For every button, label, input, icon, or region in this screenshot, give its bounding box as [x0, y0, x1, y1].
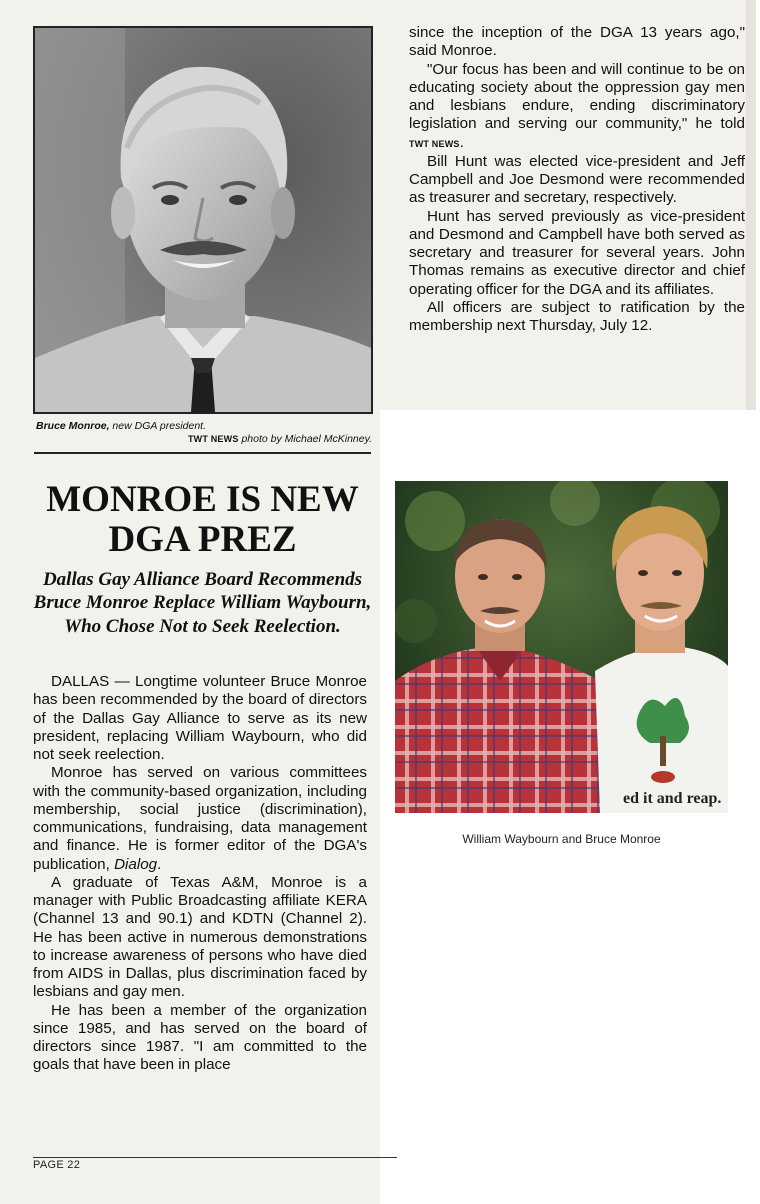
paragraph	[409, 61, 745, 153]
paragraph: since the inception of the DGA 13 years ago," said Monroe.	[409, 24, 745, 60]
paragraph-end: .	[459, 133, 464, 151]
monroe-portrait-photo	[33, 26, 373, 414]
footer-rule	[33, 1157, 397, 1158]
paragraph: A graduate of Texas A&M, Monroe is a manager with Public Broadcasting affiliate KERA (Channel 13 and 90.1) and KDTN (Channel 2). He has been active in numerous demonstrations to increase awareness of persons who have died from AIDS in Dallas, plus discrimination faced by lesbians and gay men.	[33, 873, 367, 1001]
article-right-column	[409, 24, 745, 335]
page-number: PAGE 22	[33, 1159, 81, 1171]
paragraph: Hunt has served previously as vice-president and Desmond and Campbell have both served as secretary and treasurer for several years. John Thomas remains as executive director and chief operating officer for the DGA and its affiliates.	[409, 207, 745, 298]
article-deck: Dallas Gay Alliance Board Recommends Bruce Monroe Replace William Waybourn, Who Chose Not to Seek Reelection.	[33, 569, 372, 637]
caption-subject-role: new DGA president.	[109, 420, 207, 432]
caption-rule	[34, 452, 371, 454]
top-photo-caption	[36, 420, 372, 446]
article-left-column	[33, 673, 367, 1075]
publication-name: Dialog	[114, 855, 158, 873]
bottom-photo-caption: William Waybourn and Bruce Monroe	[462, 832, 661, 846]
article-headline: MONROE IS NEW DGA PREZ	[46, 479, 359, 560]
shirt-print-text: ed it and reap.	[623, 790, 722, 807]
paragraph-text: "Our focus has been and will continue to be on educating society about the oppression gay men and lesbians endure, ending discriminatory legislation and serving our community," he told	[409, 60, 745, 133]
paragraph: All officers are subject to ratification by the membership next Thursday, July 12.	[409, 298, 745, 334]
paragraph-end: .	[157, 855, 162, 873]
waybourn-monroe-photo	[395, 481, 728, 813]
caption-subject-name: Bruce Monroe,	[36, 420, 110, 432]
paragraph: Bill Hunt was elected vice-president and Jeff Campbell and Joe Desmond were recommended as treasurer and secretary, respectively.	[409, 152, 745, 207]
news-source: TWT NEWS	[409, 138, 460, 149]
paragraph: DALLAS — Longtime volunteer Bruce Monroe has been recommended by the board of directors of the Dallas Gay Alliance to serve as its new president, replacing William Waybourn, who did not seek reelection.	[33, 673, 367, 763]
caption-credit-text: photo by Michael McKinney.	[238, 433, 372, 445]
caption-credit-source: TWT NEWS	[187, 434, 239, 444]
paragraph	[33, 764, 367, 874]
paragraph: He has been a member of the organization since 1985, and has served on the board of directors since 1987. "I am committed to the goals that have been in place	[33, 1001, 367, 1074]
clipping-edge	[746, 0, 756, 410]
paragraph-text: Monroe has served on various committees with the community-based organization, including membership, social justice (discrimination), communications, fundraising, data management and finance. He is former editor of the DGA's publication,	[33, 764, 367, 873]
